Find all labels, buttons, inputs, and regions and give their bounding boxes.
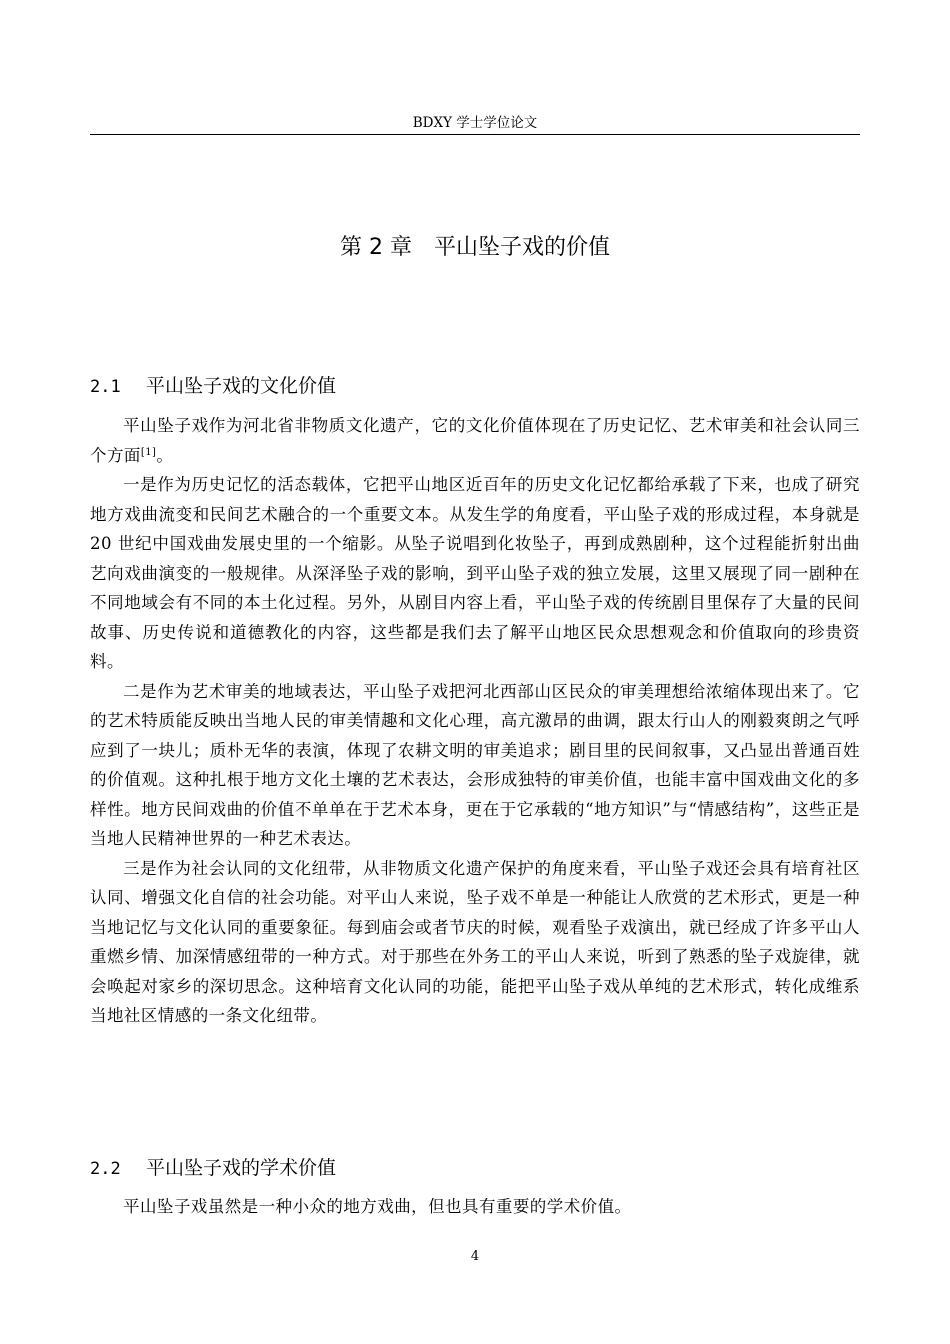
chapter-heading — [90, 232, 860, 264]
page-header — [90, 114, 860, 135]
section-heading-2-1 — [90, 372, 860, 401]
section-body-2-2 — [90, 1192, 860, 1222]
paragraph: 一是作为历史记忆的活态载体，它把平山地区近百年的历史文化记忆都给承载了下来，也成了研究地方戏曲流变和民间艺术融合的一个重要文本。从发生学的角度看，平山坠子戏的形成过程，本身就是 20 世纪中国戏曲发展史里的一个缩影。从坠子说唱到化妆坠子，再到成熟剧种，这个过程能折射出曲艺向戏曲演变的一般规律。从深泽坠子戏的影响，到平山坠子戏的独立发展，这里又展现了同一剧种在不同地域会有不同的本土化过程。另外，从剧目内容上看，平山坠子戏的传统剧目里保存了大量的民间故事、历史传说和道德教化的内容，这些都是我们去了解平山地区民众思想观念和价值取向的珍贵资料。 — [90, 475, 860, 671]
section-number: 2.1 — [90, 377, 121, 397]
page-number: 4 — [470, 1249, 480, 1264]
paragraph-intro-end: 。 — [156, 445, 174, 465]
header-title: BDXY 学士学位论文 — [412, 115, 538, 131]
citation-reference: [1] — [140, 446, 157, 458]
section-body-2-1 — [90, 411, 860, 1031]
paragraph: 平山坠子戏虽然是一种小众的地方戏曲，但也具有重要的学术价值。 — [123, 1197, 632, 1216]
section-number: 2.2 — [90, 1159, 121, 1179]
paragraph: 二是作为艺术审美的地域表达，平山坠子戏把河北西部山区民众的审美理想给浓缩体现出来了。它的艺术特质能反映出当地人民的审美情趣和文化心理，高亢激昂的曲调，跟太行山人的刚毅爽朗之气呼应到了一块儿；质朴无华的表演，体现了农耕文明的审美追求；剧目里的民间叙事，又凸显出普通百姓的价值观。这种扎根于地方文化土壤的艺术表达，会形成独特的审美价值，也能丰富中国戏曲文化的多样性。地方民间戏曲的价值不单单在于艺术本身，更在于它承载的“地方知识”与“情感结构”，这些正是当地人民精神世界的一种艺术表达。 — [90, 681, 860, 848]
paragraph: 三是作为社会认同的文化纽带，从非物质文化遗产保护的角度来看，平山坠子戏还会具有培育社区认同、增强文化自信的社会功能。对平山人来说，坠子戏不单是一种能让人欣赏的艺术形式，更是一种当地记忆与文化认同的重要象征。每到庙会或者节庆的时候，观看坠子戏演出，就已经成了许多平山人重燃乡情、加深情感纽带的一种方式。对于那些在外务工的平山人来说，听到了熟悉的坠子戏旋律，就会唤起对家乡的深切思念。这种培育文化认同的功能，能把平山坠子戏从单纯的艺术形式，转化成维系当地社区情感的一条文化纽带。 — [90, 858, 860, 1025]
section-title: 平山坠子戏的学术价值 — [146, 1157, 337, 1179]
section-heading-2-2 — [90, 1154, 860, 1183]
chapter-title: 平山坠子戏的价值 — [433, 235, 610, 260]
chapter-number: 第 2 章 — [340, 235, 412, 260]
paragraph-intro — [90, 411, 860, 470]
section-title: 平山坠子戏的文化价值 — [146, 375, 337, 397]
paragraph-intro-text: 平山坠子戏作为河北省非物质文化遗产，它的文化价值体现在了历史记忆、艺术审美和社会认同三个方面 — [90, 416, 860, 465]
